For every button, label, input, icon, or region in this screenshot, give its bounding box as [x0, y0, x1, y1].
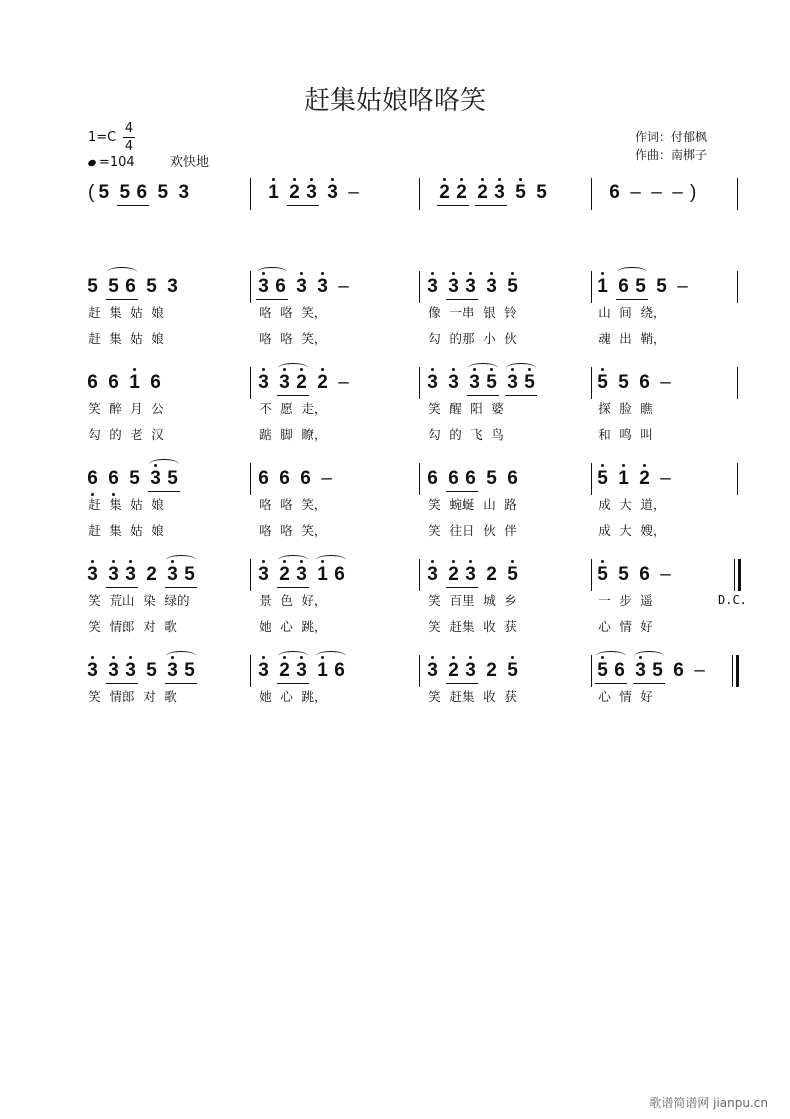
s2-lyric1-m1: [84, 399, 168, 417]
s1-measure-3: 3 3 3 3 5: [424, 276, 525, 298]
s3-lyric1-m3: [424, 495, 521, 513]
lyric-syllable: 收: [483, 619, 496, 634]
s2-lyric2-m1: [84, 425, 168, 443]
lyric-syllable: 步: [619, 593, 632, 608]
lyric-syllable: 一串: [449, 305, 475, 320]
lyric-syllable: 情: [619, 689, 632, 704]
s3-measure-2: 6 6 6 –: [258, 468, 332, 489]
lyric-syllable: 集: [109, 523, 122, 538]
lyric-syllable: 跳，: [301, 619, 327, 634]
lyricist-credit: 作词：付郁枫: [635, 130, 708, 144]
lyric-syllable: 蜿蜒: [449, 497, 475, 512]
lyric-syllable: 伙: [483, 523, 496, 538]
s3-lyric2-m1: [84, 521, 168, 539]
lyric-syllable: 集: [109, 497, 122, 512]
lyric-syllable: 鸟: [491, 427, 504, 442]
s5-lyric1-m3: [424, 687, 521, 705]
lyric-syllable: 成: [598, 497, 611, 512]
s4-measure-4: 5 5 6 –: [594, 564, 678, 586]
s1-lyric2-m2: [255, 329, 331, 347]
lyric-syllable: 飞: [470, 427, 483, 442]
lyric-syllable: 鸣: [619, 427, 632, 442]
lyric-syllable: 笑，: [301, 331, 327, 346]
lyric-syllable: 成: [598, 523, 611, 538]
lyric-syllable: 一: [598, 593, 611, 608]
lyric-syllable: 赶: [88, 523, 101, 538]
lyric-syllable: 愿: [280, 401, 293, 416]
lyric-syllable: 瞧: [640, 401, 653, 416]
s1-measure-4: 1 6 5 5 –: [594, 276, 695, 298]
s4-lyric2-m4: [594, 617, 657, 635]
s1-lyric1-m3: [424, 303, 521, 321]
lyric-syllable: 往日: [449, 523, 475, 538]
s3-measure-4: 5 1 2 –: [594, 468, 678, 490]
lyric-syllable: 山: [483, 497, 496, 512]
lyric-syllable: 情郎: [109, 619, 135, 634]
lyric-syllable: 醉: [109, 401, 122, 416]
s4-lyric1-m2: [255, 591, 331, 609]
s1-measure-2: 3 6 3 3 –: [255, 276, 356, 298]
lyric-syllable: 阳: [470, 401, 483, 416]
lyric-syllable: 铃: [504, 305, 517, 320]
lyric-syllable: 脚: [280, 427, 293, 442]
lyric-syllable: 山: [598, 305, 611, 320]
s2-measure-1: 6 6 1 6: [87, 372, 161, 393]
intro-measure-3: 2 2 2 3 5 5: [436, 182, 554, 204]
lyric-syllable: 大: [619, 523, 632, 538]
lyric-syllable: 的: [449, 427, 462, 442]
s4-lyric1-m4: [594, 591, 657, 609]
lyric-syllable: 鞘，: [640, 331, 666, 346]
s3-lyric1-m4: [594, 495, 670, 513]
lyric-syllable: 汉: [151, 427, 164, 442]
lyric-syllable: 对: [143, 619, 156, 634]
lyric-syllable: 像: [428, 305, 441, 320]
lyric-syllable: 小: [483, 331, 496, 346]
lyric-syllable: 探: [598, 401, 611, 416]
lyric-syllable: 赶: [88, 497, 101, 512]
s2-lyric2-m4: [594, 425, 657, 443]
tempo-value: =104: [99, 155, 135, 170]
s4-measure-3: 3 2 3 2 5: [424, 564, 525, 586]
lyric-syllable: 伙: [504, 331, 517, 346]
lyric-syllable: 绿的: [164, 593, 190, 608]
lyric-syllable: 的那: [449, 331, 475, 346]
s3-lyric2-m3: [424, 521, 521, 539]
lyric-syllable: 心: [280, 619, 293, 634]
s1-lyric2-m3: [424, 329, 521, 347]
lyric-syllable: 乡: [504, 593, 517, 608]
lyric-syllable: 路: [504, 497, 517, 512]
s2-lyric1-m4: [594, 399, 657, 417]
s3-lyric1-m1: [84, 495, 168, 513]
lyric-syllable: 跳，: [301, 689, 327, 704]
s2-lyric1-m2: [255, 399, 331, 417]
lyric-syllable: 道，: [640, 497, 666, 512]
lyric-syllable: 醒: [449, 401, 462, 416]
lyric-syllable: 出: [619, 331, 632, 346]
composer-credit: 作曲：南梆子: [635, 148, 708, 162]
lyric-syllable: 咯: [259, 331, 272, 346]
lyric-syllable: 色: [280, 593, 293, 608]
lyric-syllable: 大: [619, 497, 632, 512]
lyric-syllable: 获: [504, 619, 517, 634]
s1-measure-1: 5 5 6 5 3: [87, 276, 178, 297]
lyric-syllable: 间: [619, 305, 632, 320]
lyric-syllable: 咯: [259, 523, 272, 538]
lyric-syllable: 公: [151, 401, 164, 416]
lyric-syllable: 月: [130, 401, 143, 416]
lyric-syllable: 她: [259, 619, 272, 634]
s2-measure-3: 3 3 3 5 3 5: [424, 372, 542, 394]
lyric-syllable: 嫂，: [640, 523, 666, 538]
lyric-syllable: 姑: [130, 331, 143, 346]
s1-lyric1-m1: [84, 303, 168, 321]
lyric-syllable: 笑: [88, 593, 101, 608]
s5-measure-3: 3 2 3 2 5: [424, 660, 525, 682]
lyric-syllable: 收: [483, 689, 496, 704]
lyric-syllable: 遥: [640, 593, 653, 608]
time-signature-top: 4: [124, 121, 134, 136]
s5-lyric1-m2: [255, 687, 331, 705]
site-watermark: 歌谱简谱网 jianpu.cn: [649, 1096, 768, 1110]
s5-measure-1: 3 3 3 5 3 5: [84, 660, 202, 682]
lyric-syllable: 娘: [151, 523, 164, 538]
lyric-syllable: 她: [259, 689, 272, 704]
s5-measure-4: 5 6 3 5 6 –: [594, 660, 712, 682]
lyric-syllable: 染: [143, 593, 156, 608]
lyric-syllable: 集: [109, 305, 122, 320]
lyric-syllable: 心: [598, 619, 611, 634]
page-title: 赶集姑娘咯咯笑: [303, 86, 486, 116]
lyric-syllable: 咯: [259, 305, 272, 320]
lyric-syllable: 笑: [428, 689, 441, 704]
lyric-syllable: 娘: [151, 331, 164, 346]
lyric-syllable: 赶: [88, 331, 101, 346]
lyric-syllable: 咯: [280, 523, 293, 538]
lyric-syllable: 姑: [130, 523, 143, 538]
s4-measure-2: 3 2 3 1 6: [255, 564, 352, 586]
time-signature-bottom: 4: [124, 139, 134, 154]
time-signature: [122, 120, 136, 155]
key-signature: 1=C: [88, 130, 117, 145]
intro-measure-1: ( 5 5 6 5 3: [88, 182, 190, 203]
lyric-syllable: 走，: [301, 401, 327, 416]
lyric-syllable: 笑，: [301, 305, 327, 320]
lyric-syllable: 姑: [130, 497, 143, 512]
lyric-syllable: 情郎: [109, 689, 135, 704]
s2-measure-4: 5 5 6 –: [594, 372, 678, 394]
lyric-syllable: 咯: [280, 305, 293, 320]
lyric-syllable: 好: [640, 619, 653, 634]
lyric-syllable: 赶: [88, 305, 101, 320]
s4-lyric2-m2: [255, 617, 331, 635]
s4-lyric2-m1: [84, 617, 181, 635]
lyric-syllable: 踮: [259, 427, 272, 442]
lyric-syllable: 集: [109, 331, 122, 346]
s5-lyric1-m1: [84, 687, 181, 705]
lyric-syllable: 伴: [504, 523, 517, 538]
lyric-syllable: 娘: [151, 305, 164, 320]
lyric-syllable: 获: [504, 689, 517, 704]
lyric-syllable: 歌: [164, 619, 177, 634]
s3-lyric1-m2: [255, 495, 331, 513]
lyric-syllable: 城: [483, 593, 496, 608]
lyric-syllable: 银: [483, 305, 496, 320]
s3-measure-3: 6 6 6 5 6: [427, 468, 518, 489]
lyric-syllable: 笑: [88, 689, 101, 704]
lyric-syllable: 勾: [428, 427, 441, 442]
lyric-syllable: 脸: [619, 401, 632, 416]
lyric-syllable: 情: [619, 619, 632, 634]
s2-lyric2-m3: [424, 425, 508, 443]
lyric-syllable: 勾: [428, 331, 441, 346]
tempo-marking: [88, 155, 135, 170]
lyric-syllable: 心: [598, 689, 611, 704]
lyric-syllable: 笑: [428, 523, 441, 538]
lyric-syllable: 魂: [598, 331, 611, 346]
s2-lyric1-m3: [424, 399, 508, 417]
lyric-syllable: 老: [130, 427, 143, 442]
lyric-syllable: 咯: [280, 331, 293, 346]
s1-lyric1-m2: [255, 303, 331, 321]
s1-lyric2-m4: [594, 329, 670, 347]
s5-measure-2: 3 2 3 1 6: [255, 660, 352, 682]
lyric-syllable: 荒山: [109, 593, 135, 608]
lyric-syllable: 赶集: [449, 689, 475, 704]
s3-lyric2-m4: [594, 521, 670, 539]
lyric-syllable: 姑: [130, 305, 143, 320]
lyric-syllable: 百里: [449, 593, 475, 608]
lyric-syllable: 勾: [88, 427, 101, 442]
s1-lyric2-m1: [84, 329, 168, 347]
intro-measure-2: 1 2 3 3 –: [265, 182, 366, 204]
lyric-syllable: 赶集: [449, 619, 475, 634]
intro-measure-4: 6 – – – ): [609, 182, 697, 203]
lyric-syllable: 咯: [259, 497, 272, 512]
lyric-syllable: 笑: [428, 619, 441, 634]
lyric-syllable: 的: [109, 427, 122, 442]
s1-lyric1-m4: [594, 303, 670, 321]
lyric-syllable: 好: [640, 689, 653, 704]
s5-lyric1-m4: [594, 687, 657, 705]
s4-lyric1-m3: [424, 591, 521, 609]
lyric-syllable: 绕，: [640, 305, 666, 320]
lyric-syllable: 心: [280, 689, 293, 704]
lyric-syllable: 对: [143, 689, 156, 704]
lyric-syllable: 笑，: [301, 523, 327, 538]
s4-measure-1: 3 3 3 2 3 5: [84, 564, 202, 586]
lyric-syllable: 婆: [491, 401, 504, 416]
lyric-syllable: 瞭，: [301, 427, 327, 442]
s4-lyric2-m3: [424, 617, 521, 635]
quarter-note-icon: [87, 159, 97, 168]
s4-lyric1-m1: [84, 591, 194, 609]
lyric-syllable: 歌: [164, 689, 177, 704]
s3-lyric2-m2: [255, 521, 331, 539]
lyric-syllable: 笑: [428, 401, 441, 416]
lyric-syllable: 笑: [88, 401, 101, 416]
s3-measure-1: 6 6 5 3 5: [84, 468, 185, 490]
lyric-syllable: 笑: [88, 619, 101, 634]
lyric-syllable: 和: [598, 427, 611, 442]
lyric-syllable: 娘: [151, 497, 164, 512]
lyric-syllable: 叫: [640, 427, 653, 442]
s2-lyric2-m2: [255, 425, 331, 443]
s2-measure-2: 3 3 2 2 –: [255, 372, 356, 394]
dc-marking: D.C.: [718, 593, 747, 607]
lyric-syllable: 不: [259, 401, 272, 416]
lyric-syllable: 好，: [301, 593, 327, 608]
lyric-syllable: 笑，: [301, 497, 327, 512]
lyric-syllable: 景: [259, 593, 272, 608]
lyric-syllable: 笑: [428, 497, 441, 512]
lyric-syllable: 咯: [280, 497, 293, 512]
expression-marking: 欢快地: [170, 155, 210, 170]
lyric-syllable: 笑: [428, 593, 441, 608]
